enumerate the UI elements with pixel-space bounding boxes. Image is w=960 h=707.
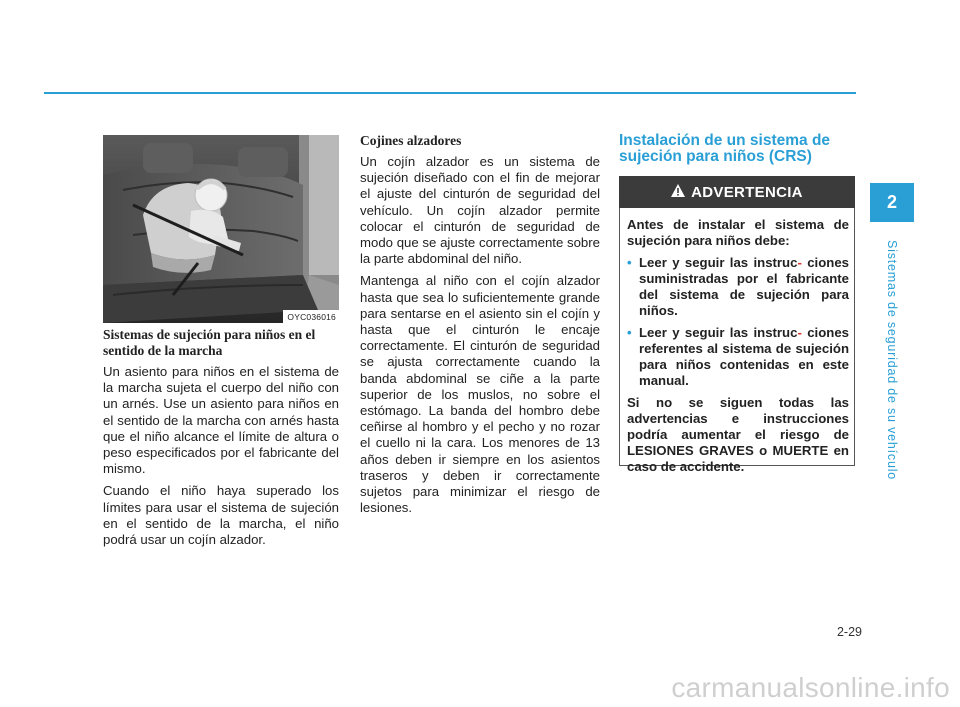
page-number: 2-29 <box>836 625 862 639</box>
warning-bullet <box>627 255 849 319</box>
warning-bullet <box>627 325 849 389</box>
booster-heading: Cojines alzadores <box>360 133 462 148</box>
paragraph: Cuando el niño haya superado los límites para usar el sistema de sujeción en el sentido de la marcha, el niño podrá usar un cojín alzador. <box>103 483 339 548</box>
figure-code: OYC036016 <box>283 310 339 323</box>
bullet-dot-icon: • <box>627 255 632 270</box>
top-rule <box>44 92 856 94</box>
paragraph: Un cojín alzador es un sistema de sujeción diseñado con el fin de mejorar el ajuste del cinturón de seguridad del vehículo. Un cojín alzador permite colocar el cinturón de seguridad de modo que se ajuste correctamente sobre la parte abdominal del niño. <box>360 154 600 267</box>
column-1 <box>103 327 339 554</box>
warning-closing: Si no se siguen todas las advertencias e instrucciones podría aumentar el riesgo de LESIONES GRAVES o MUERTE en caso de accidente. <box>627 395 849 474</box>
warning-label: ADVERTENCIA <box>691 183 803 201</box>
chapter-tab: 2 <box>870 183 914 222</box>
bullet-text-rest: ciones suministradas por el fabricante del sistema de sujeción para niños. <box>639 255 849 318</box>
paragraph: Mantenga al niño con el cojín alzador hasta que sea lo suficientemente grande para sentarse en el asiento sin el cojín y hasta que el cinturón le encaje correctamente. El cinturón de seguridad se ajusta correctamente cuando la banda abdominal se ciñe a la parte superior de los muslos, no sobre el estómago. La banda del hombro debe ceñirse al hombro y el pecho y no rozar el cuello ni la cara. Los menores de 13 años deben ir siempre en los asientos traseros y deben ir correctamente sujetos para minimizar el riesgo de lesiones. <box>360 273 600 516</box>
bullet-dot-icon: • <box>627 325 632 340</box>
warning-header <box>619 176 855 208</box>
chapter-title: Sistemas de seguridad de su vehículo <box>885 239 899 481</box>
forward-facing-heading: Sistemas de sujeción para niños en el sentido de la marcha <box>103 327 316 358</box>
bullet-text-start: Leer y seguir las instruc <box>639 325 798 340</box>
bullet-text-rest: ciones referentes al sistema de sujeción para niños contenidas en este manual. <box>639 325 849 388</box>
column-3 <box>619 133 857 165</box>
watermark: carmanualsonline.info <box>671 672 950 703</box>
warning-body <box>627 217 849 481</box>
hyphen: - <box>797 325 802 340</box>
warning-triangle-icon <box>671 184 685 201</box>
warning-intro: Antes de instalar el sistema de sujeción para niños debe: <box>627 217 849 248</box>
bullet-text-start: Leer y seguir las instruc <box>639 255 798 270</box>
section-title: Instalación de un sistema de sujeción para niños (CRS) <box>619 132 831 165</box>
paragraph: Un asiento para niños en el sistema de la marcha sujeta el cuerpo del niño con un arnés. Use un asiento para niños en el sentido de la marcha con arnés hasta que el niño alcance el límite de altura o peso especificados por el fabricante del mismo. <box>103 364 339 477</box>
column-2 <box>360 133 600 522</box>
child-seat-photo <box>103 135 339 323</box>
chapter-title-vertical <box>868 240 916 480</box>
child-seat-illustration <box>103 135 339 323</box>
hyphen: - <box>797 255 802 270</box>
